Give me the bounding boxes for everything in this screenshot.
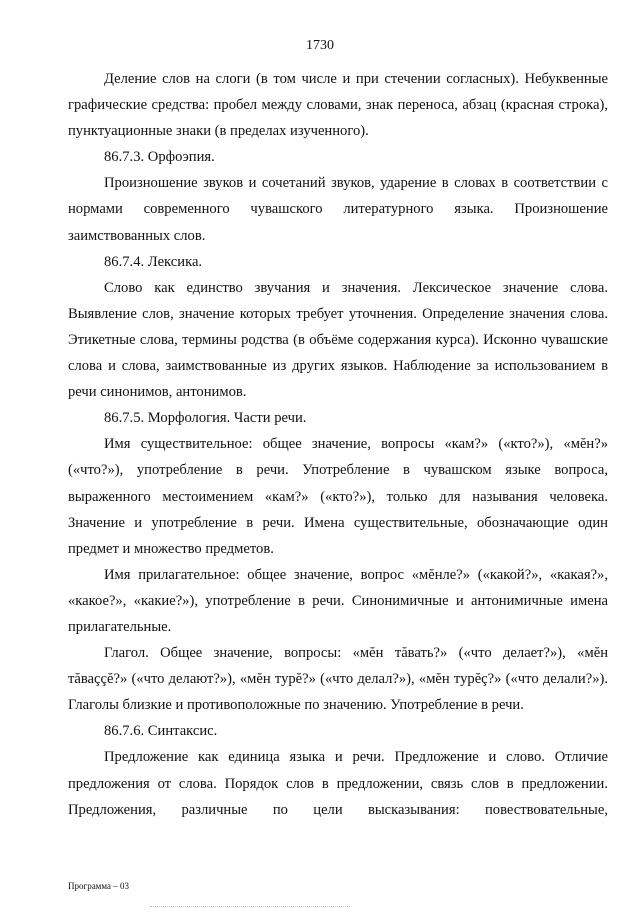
scan-artifact-line [150, 906, 350, 910]
paragraph-lexicon: Слово как единство звучания и значения. Лексическое значение слова. Выявление слов, значение которых требует уточнения. Определение значения слова. Этикетные слова, термины родства (в объёме содержания курса). Исконно чувашские слова и слова, заимствованные из других языков. Наблюдение за использованием в речи синонимов, антонимов. [68, 279, 608, 401]
paragraph-verb: Глагол. Общее значение, вопросы: «мĕн тăвать?» («что делает?»), «мĕн тăваççĕ?» («что делают?»), «мĕн турĕ?» («что делал?»), «мĕн турĕç?» («что делали?»). Глаголы близкие и противоположные по значению. Употребление в речи. [68, 645, 608, 714]
paragraph-adjective: Имя прилагательное: общее значение, вопрос «мĕнле?» («какой?», «какая?», «какое?», «какие?»), употребление в речи. Синонимичные и антонимичные имена прилагательные. [68, 566, 608, 635]
paragraph-noun: Имя существительное: общее значение, вопросы «кам?» («кто?»), «мĕн?» («что?»), употребление в речи. Употребление в чувашском языке вопроса, выраженного местоимением «кам?» («кто?»), только для называния человека. Значение и употребление в речи. Имена существительные, обозначающие один предмет и множество предметов. [68, 436, 608, 557]
section-heading-orthoepy: 86.7.3. Орфоэпия. [104, 149, 215, 166]
body-text [68, 66, 608, 823]
paragraph-syntax: Предложение как единица языка и речи. Предложение и слово. Отличие предложения от слова. Порядок слов в предложении, связь слов в предложении. Предложения, различные по цели высказывания: повествовательные, [68, 749, 608, 818]
page-number: 1730 [306, 38, 334, 53]
section-heading-lexicon: 86.7.4. Лексика. [104, 253, 203, 270]
paragraph-word-division: Деление слов на слоги (в том числе и при стечении согласных). Небуквенные графические средства: пробел между словами, знак переноса, абзац (красная строка), пунктуационные знаки (в пределах изученного). [68, 71, 608, 140]
paragraph-orthoepy: Произношение звуков и сочетаний звуков, ударение в словах в соответствии с нормами современного чувашского литературного языка. Произношение заимствованных слов. [68, 175, 608, 244]
section-heading-morphology: 86.7.5. Морфология. Части речи. [104, 410, 307, 427]
page-footer: Программа – 03 [68, 881, 130, 891]
section-heading-syntax: 86.7.6. Синтаксис. [104, 723, 218, 740]
